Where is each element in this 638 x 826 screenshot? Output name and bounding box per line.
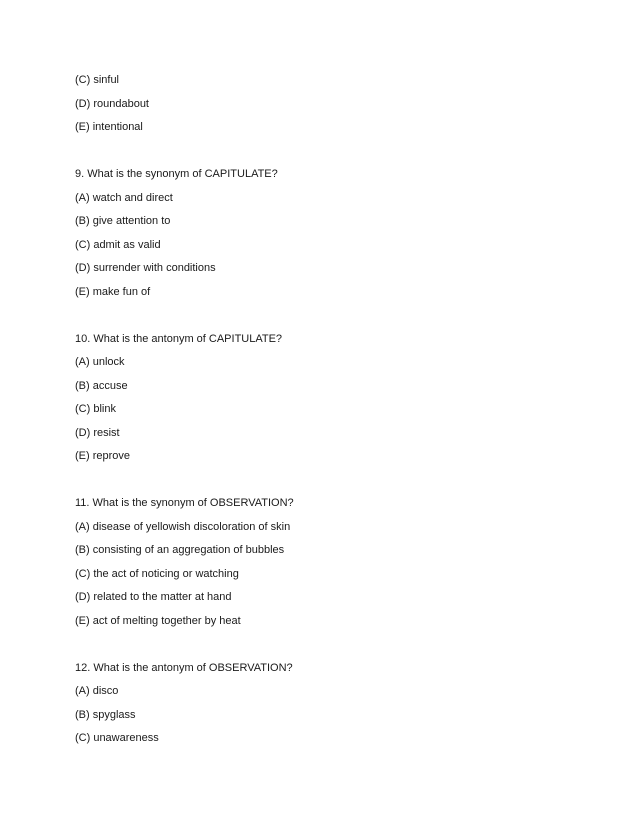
option-text: (E) intentional — [75, 121, 143, 133]
spacer — [75, 637, 575, 661]
option-text: (A) disease of yellowish discoloration of skin — [75, 520, 291, 533]
option-text: (B) consisting of an aggregation of bubbles — [75, 544, 285, 556]
option-text: (E) make fun of — [75, 285, 151, 298]
option-text: (C) blink — [75, 403, 116, 415]
option-text: (B) accuse — [75, 379, 128, 392]
question-prompt: 11. What is the synonym of OBSERVATION? — [75, 497, 294, 509]
option-text: (B) spyglass — [75, 708, 136, 721]
option-text: (C) admit as valid — [75, 238, 161, 251]
option-text: (B) give attention to — [75, 215, 171, 227]
question-prompt: 12. What is the antonym of OBSERVATION? — [75, 661, 293, 674]
option-text: (D) resist — [75, 426, 120, 439]
spacer — [75, 473, 575, 497]
option-text: (E) reprove — [75, 450, 131, 462]
option-text: (C) sinful — [75, 74, 120, 86]
option-text: (A) unlock — [75, 356, 125, 368]
option-text: (D) surrender with conditions — [75, 262, 216, 274]
option-text: (A) disco — [75, 685, 119, 697]
document-page — [75, 73, 575, 755]
question-prompt: 10. What is the antonym of CAPITULATE? — [75, 332, 283, 345]
leading-options — [75, 73, 575, 135]
option-text: (E) act of melting together by heat — [75, 614, 241, 627]
question-block — [75, 332, 575, 465]
question-block — [75, 661, 575, 747]
question-block — [75, 496, 575, 629]
question-block — [75, 167, 575, 300]
spacer — [75, 144, 575, 168]
option-text: (D) roundabout — [75, 97, 149, 110]
option-text: (D) related to the matter at hand — [75, 591, 232, 603]
spacer — [75, 308, 575, 332]
option-text: (A) watch and direct — [75, 191, 173, 204]
question-prompt: 9. What is the synonym of CAPITULATE? — [75, 168, 278, 180]
option-text: (C) the act of noticing or watching — [75, 567, 239, 580]
option-text: (C) unawareness — [75, 732, 159, 744]
